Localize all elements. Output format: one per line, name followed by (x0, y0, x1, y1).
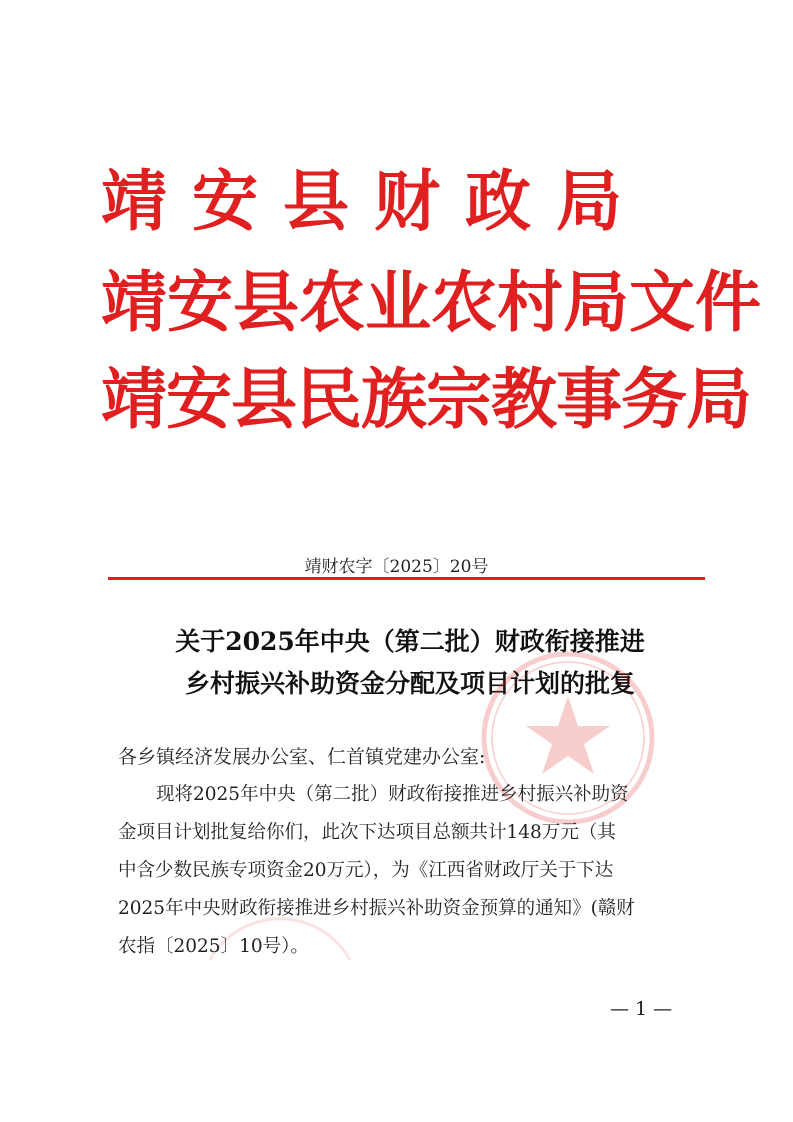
body-paragraph (118, 776, 693, 966)
issuer-header-line-1: 靖安县财政局 (101, 162, 647, 240)
body-line: 农指〔2025〕10号）。 (118, 936, 309, 957)
body-line: 现将2025年中央（第二批）财政衔接推进乡村振兴补助资 (156, 784, 629, 805)
issuer-header-line-2: 靖安县农业农村局文件 (101, 263, 761, 341)
document-number: 靖财农字〔2025〕20号 (304, 557, 489, 577)
body-line: 2025年中央财政衔接推进乡村振兴补助资金预算的通知》(赣财 (118, 898, 635, 919)
page-number: — 1 — (610, 998, 673, 1020)
body-line: 金项目计划批复给你们，此次下达项目总额共计148万元（其 (118, 822, 616, 843)
red-separator-line (108, 577, 705, 580)
document-title-line-1: 关于2025年中央（第二批）财政衔接推进 (175, 627, 645, 656)
body-line: 中含少数民族专项资金20万元），为《江西省财政厅关于下达 (118, 860, 614, 881)
document-title-line-2: 乡村振兴补助资金分配及项目计划的批复 (184, 669, 635, 698)
issuer-header-line-3: 靖安县民族宗教事务局 (101, 360, 751, 438)
addressee-line: 各乡镇经济发展办公室、仁首镇党建办公室: (118, 746, 486, 768)
